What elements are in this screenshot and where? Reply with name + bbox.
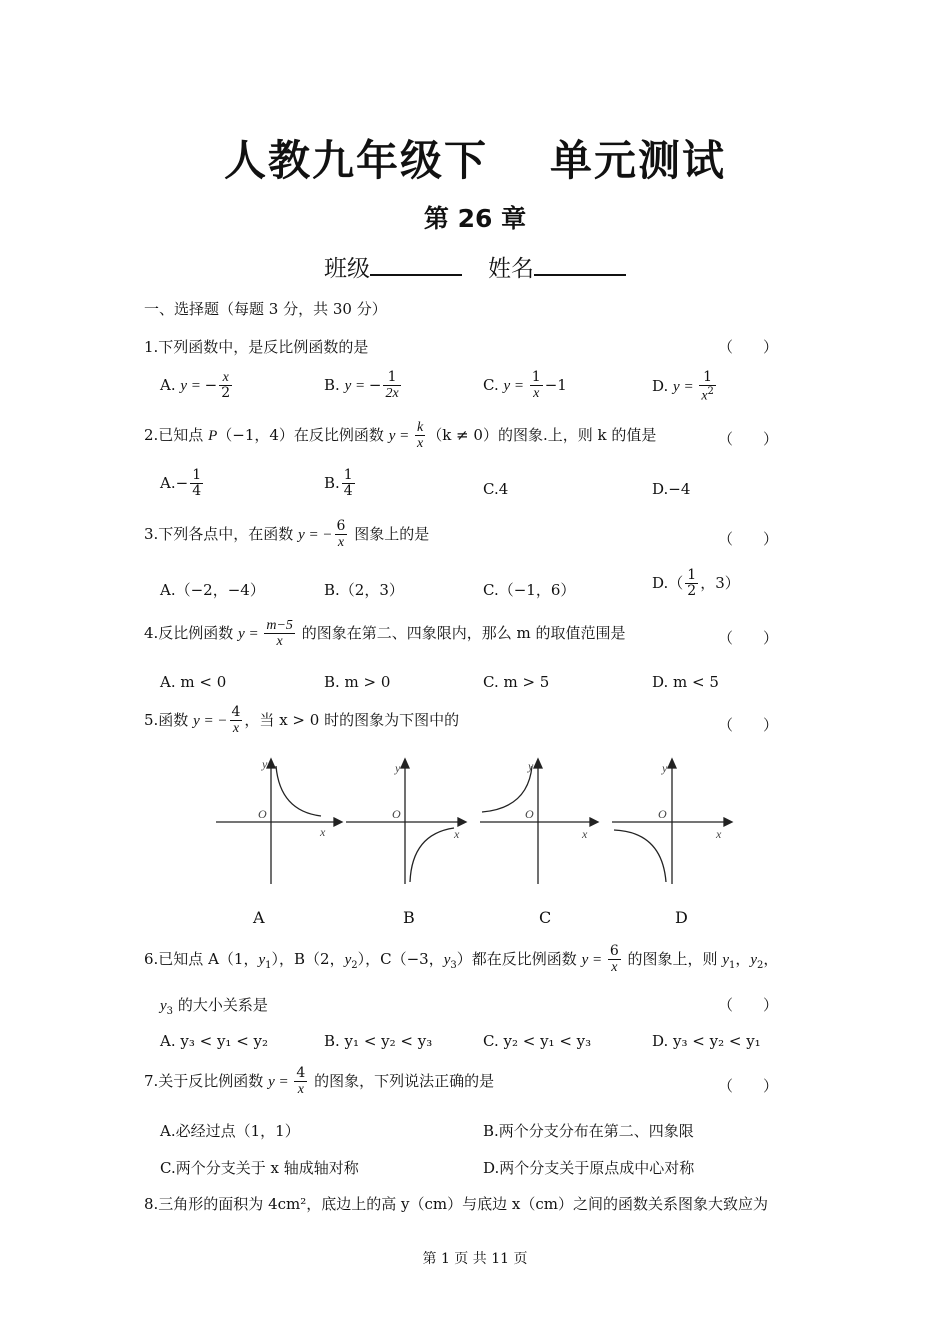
title-right: 单元测试 — [550, 136, 727, 185]
graph-d-origin: O — [658, 807, 667, 821]
name-label: 姓名 — [488, 256, 534, 282]
title-left: 人教九年级下 — [223, 136, 488, 185]
graph-b-y-label: y — [395, 761, 401, 775]
graph-b-origin: O — [392, 807, 401, 821]
graph-b-x-label: x — [454, 827, 460, 841]
graph-c-x-label: x — [582, 827, 588, 841]
graph-label-a: A — [253, 908, 265, 927]
question-2-stem: 2.已知点 P（−1，4）在反比例函数 y = $\frac{k}{x}$ （k ≠ 0）的图象.上，则 k 的值是 — [144, 420, 657, 452]
question-3-option-a: A.（−2，−4） — [160, 581, 265, 599]
question-1-option-d: D. y = $\frac{1}{x^2}$ — [652, 369, 714, 405]
question-3-stem: 3.下列各点中，在函数 y = − $\frac{6}{x}$ 图象上的是 — [144, 518, 430, 551]
graph-c — [480, 759, 598, 884]
graph-a — [216, 759, 342, 884]
question-4-stem: 4.反比例函数 y = $\frac{m-5}{x}$ 的图象在第二、四象限内，那么 m 的取值范围是 — [144, 618, 626, 650]
question-7-option-c: C.两个分支关于 x 轴成轴对称 — [160, 1159, 359, 1177]
graph-label-d: D — [675, 908, 688, 927]
question-1-option-a: A. y = − $\frac{x}{2}$ — [160, 370, 231, 402]
question-1-stem: 1.下列函数中，是反比例函数的是 — [144, 338, 369, 356]
graph-c-y-label: y — [528, 759, 534, 773]
question-1-option-c: C. y = $\frac{1}{x}$ −1 — [483, 369, 567, 402]
graph-d-x-label: x — [716, 827, 722, 841]
question-6-answer-paren: （ ） — [718, 996, 779, 1014]
question-4-answer-paren: （ ） — [718, 629, 779, 647]
question-3-answer-paren: （ ） — [718, 530, 779, 548]
class-blank[interactable] — [370, 252, 462, 276]
graph-b — [346, 759, 466, 884]
class-label: 班级 — [324, 256, 370, 282]
question-2-option-c: C.4 — [483, 480, 509, 498]
question-2-answer-paren: （ ） — [718, 430, 779, 448]
question-7-option-d: D.两个分支关于原点成中心对称 — [483, 1159, 695, 1177]
question-5-graphs — [216, 756, 736, 888]
question-6-option-d: D. y₃ < y₂ < y₁ — [652, 1032, 761, 1050]
question-8-stem: 8.三角形的面积为 4cm²，底边上的高 y（cm）与底边 x（cm）之间的函数关系图象大致应为 — [144, 1195, 768, 1213]
question-3-option-d: D.（ $\frac{1}{2}$ ，3） — [652, 567, 740, 600]
graph-d-y-label: y — [662, 761, 668, 775]
question-5-answer-paren: （ ） — [718, 716, 779, 734]
question-6-option-c: C. y₂ < y₁ < y₃ — [483, 1032, 592, 1050]
question-6-option-a: A. y₃ < y₁ < y₂ — [160, 1032, 269, 1050]
question-4-option-a: A. m < 0 — [160, 673, 227, 691]
graph-label-b: B — [403, 908, 415, 927]
student-info-line — [0, 250, 950, 283]
graph-d — [612, 759, 732, 884]
question-6-option-b: B. y₁ < y₂ < y₃ — [324, 1032, 433, 1050]
question-7-stem: 7.关于反比例函数 y = $\frac{4}{x}$ 的图象，下列说法正确的是 — [144, 1065, 495, 1098]
question-3-option-b: B.（2，3） — [324, 581, 404, 599]
question-2-option-b: B. $\frac{1}{4}$ — [324, 467, 353, 500]
question-4-option-c: C. m > 5 — [483, 673, 550, 691]
question-4-option-d: D. m < 5 — [652, 673, 719, 691]
question-5-stem: 5.函数 y = − $\frac{4}{x}$ ，当 x > 0 时的图象为下图中的 — [144, 704, 460, 737]
question-7-option-b: B.两个分支分布在第二、四象限 — [483, 1122, 694, 1140]
question-7-option-a: A.必经过点（1，1） — [160, 1122, 300, 1140]
question-6-stem-line2: $y_3$ 的大小关系是 — [160, 996, 268, 1017]
question-6-stem: 6.已知点 A（1，$y_1$），B（2，$y_2$），C（−3，$y_3$）都在反比例函数 y = $\frac{6}{x}$ 的图象上，则 $y_1$，$y_2$， — [144, 943, 779, 976]
chapter-heading: 第 26 章 — [423, 204, 527, 233]
question-7-answer-paren: （ ） — [718, 1077, 779, 1095]
page-footer: 第 1 页 共 11 页 — [422, 1251, 528, 1267]
question-2-option-a: A.− $\frac{1}{4}$ — [160, 467, 202, 500]
question-1-option-b: B. y = − $\frac{1}{2x}$ — [324, 369, 399, 402]
graph-a-origin: O — [258, 807, 267, 821]
question-3-option-c: C.（−1，6） — [483, 581, 576, 599]
graph-label-c: C — [539, 908, 552, 927]
question-2-option-d: D.−4 — [652, 480, 691, 498]
graph-a-x-label: x — [320, 825, 326, 839]
question-1-answer-paren: （ ） — [718, 338, 779, 356]
section-title: 一、选择题（每题 3 分，共 30 分） — [144, 300, 387, 318]
question-4-option-b: B. m > 0 — [324, 673, 391, 691]
graph-a-y-label: y — [262, 757, 268, 771]
name-blank[interactable] — [534, 252, 626, 276]
page-title — [0, 128, 950, 188]
graph-c-origin: O — [525, 807, 534, 821]
